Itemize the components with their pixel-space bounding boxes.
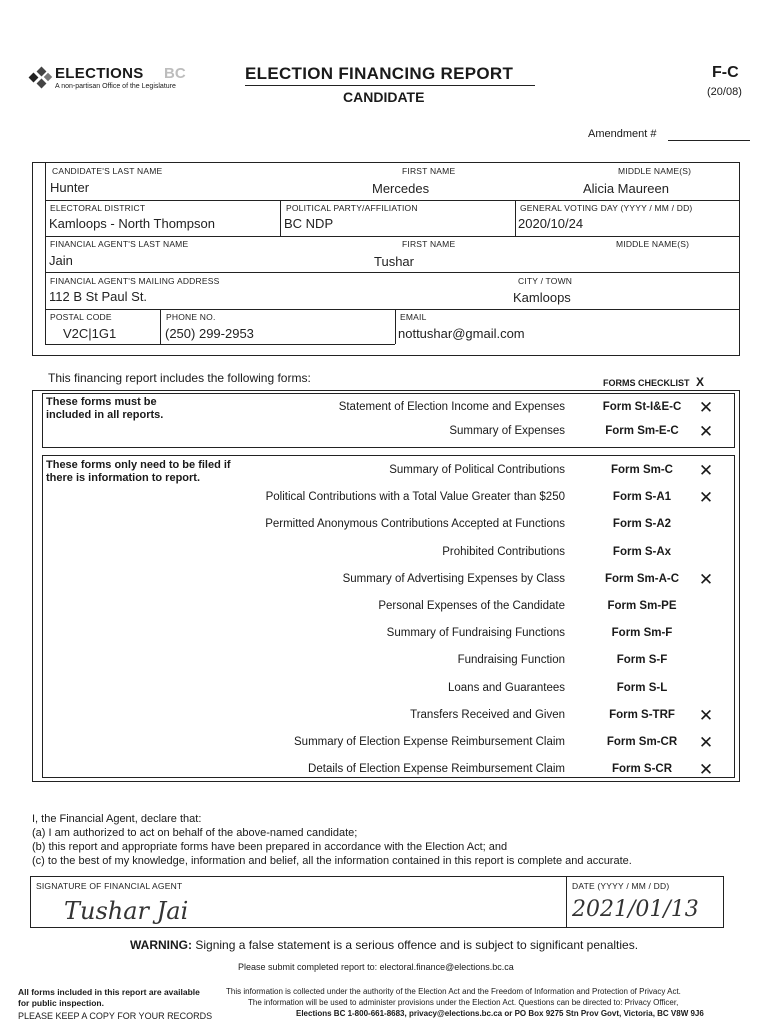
amendment-label: Amendment #: [588, 128, 657, 140]
form-code: Form Sm-CR: [606, 736, 678, 748]
agent-signature[interactable]: Tushar Jai: [64, 897, 189, 925]
required-note: These forms must be included in all reports.: [46, 396, 164, 421]
candidate-middle-name-label: MIDDLE NAME(S): [618, 166, 692, 176]
declaration-intro: I, the Financial Agent, declare that:: [32, 813, 202, 825]
agent-last-name-label: FINANCIAL AGENT'S LAST NAME: [50, 239, 189, 249]
candidate-last-name-label: CANDIDATE'S LAST NAME: [52, 166, 163, 176]
postal-code[interactable]: V2C|1G1: [63, 326, 117, 341]
form-checkbox[interactable]: ✕: [698, 461, 714, 480]
form-checkbox[interactable]: ✕: [698, 422, 714, 441]
report-title: ELECTION FINANCING REPORT: [245, 64, 514, 83]
form-description: Summary of Political Contributions: [389, 464, 565, 476]
col-rule: [395, 309, 396, 344]
candidate-last-name[interactable]: Hunter: [50, 180, 90, 195]
signature-date[interactable]: 2021/01/13: [572, 897, 699, 922]
optional-forms-panel: [42, 455, 735, 778]
postal-code-label: POSTAL CODE: [50, 312, 112, 322]
declaration-b: (b) this report and appropriate forms have been prepared in accordance with the Election Act; and: [32, 841, 508, 853]
email[interactable]: nottushar@gmail.com: [398, 326, 525, 341]
public-note-1: All forms included in this report are available: [18, 987, 200, 997]
form-description: Fundraising Function: [457, 654, 565, 666]
logo-suffix: BC: [164, 65, 186, 82]
row-rule: [45, 272, 740, 273]
form-checkbox[interactable]: ✕: [698, 398, 714, 417]
elections-bc-logo: [28, 64, 203, 94]
form-code: Form S-L: [616, 682, 668, 694]
agent-city-label: CITY / TOWN: [518, 276, 573, 286]
report-subtitle: CANDIDATE: [343, 89, 425, 105]
title-rule: [245, 85, 535, 86]
amendment-field[interactable]: [668, 140, 750, 141]
signature-label: SIGNATURE OF FINANCIAL AGENT: [36, 881, 183, 891]
form-checkbox[interactable]: ✕: [698, 570, 714, 589]
form-code: Form S-CR: [611, 763, 673, 775]
form-description: Political Contributions with a Total Value Greater than $250: [265, 491, 565, 503]
form-description: Transfers Received and Given: [410, 709, 565, 721]
submit-note: Please submit completed report to: electoral.finance@elections.bc.ca: [238, 962, 514, 972]
form-checkbox[interactable]: ✕: [698, 706, 714, 725]
agent-address[interactable]: 112 B St Paul St.: [49, 289, 148, 304]
form-description: Summary of Fundraising Functions: [386, 627, 565, 639]
agent-city[interactable]: Kamloops: [513, 290, 571, 305]
form-description: Details of Election Expense Reimbursement Claim: [308, 763, 565, 775]
form-description: Prohibited Contributions: [442, 546, 565, 558]
warning-label: WARNING:: [130, 938, 192, 952]
form-description: Summary of Expenses: [449, 425, 565, 437]
declaration-c: (c) to the best of my knowledge, information and belief, all the information contained in this report is complete and accurate.: [32, 855, 632, 867]
agent-address-label: FINANCIAL AGENT'S MAILING ADDRESS: [50, 276, 220, 286]
form-code: Form S-TRF: [609, 709, 675, 721]
electoral-district-label: ELECTORAL DISTRICT: [50, 203, 146, 213]
col-rule: [45, 162, 46, 344]
col-rule: [160, 309, 161, 344]
form-code: Form S-A2: [612, 518, 672, 530]
form-description: Loans and Guarantees: [447, 682, 565, 694]
form-code: Form Sm-PE: [607, 600, 677, 612]
forms-intro: This financing report includes the following forms:: [48, 371, 311, 385]
form-code: Form S-F: [616, 654, 668, 666]
form-checkbox[interactable]: ✕: [698, 733, 714, 752]
voting-day[interactable]: 2020/10/24: [518, 216, 584, 231]
checklist-mark: X: [695, 375, 704, 389]
date-label: DATE (YYYY / MM / DD): [572, 881, 670, 891]
checklist-header: [603, 373, 704, 391]
form-description: Statement of Election Income and Expenses: [338, 401, 565, 413]
declaration-a: (a) I am authorized to act on behalf of the above-named candidate;: [32, 827, 358, 839]
form-version: (20/08): [707, 86, 742, 98]
row-rule: [45, 200, 740, 201]
privacy-1: This information is collected under the authority of the Election Act and the Freedom of Information and Protection of Privacy Act.: [226, 987, 681, 996]
form-checkbox[interactable]: ✕: [698, 488, 714, 507]
electoral-district[interactable]: Kamloops - North Thompson: [49, 216, 215, 231]
party[interactable]: BC NDP: [284, 216, 334, 231]
logo-tagline: A non-partisan Office of the Legislature: [55, 83, 176, 90]
form-description: Summary of Advertising Expenses by Class: [342, 573, 565, 585]
form-description: Permitted Anonymous Contributions Accepted at Functions: [265, 518, 565, 530]
form-code: Form Sm-F: [611, 627, 673, 639]
form-code: Form St-I&E-C: [602, 401, 682, 413]
logo-word: ELECTIONS: [55, 65, 144, 82]
logo-mark-icon: [28, 66, 54, 90]
agent-first-name-label: FIRST NAME: [402, 239, 456, 249]
agent-first-name[interactable]: Tushar: [374, 254, 414, 269]
form-description: Summary of Election Expense Reimbursement Claim: [294, 736, 565, 748]
public-note-2: for public inspection.: [18, 998, 104, 1008]
col-rule: [515, 200, 516, 236]
form-description: Personal Expenses of the Candidate: [378, 600, 565, 612]
row-rule: [45, 309, 740, 310]
party-label: POLITICAL PARTY/AFFILIATION: [286, 203, 418, 213]
candidate-first-name-label: FIRST NAME: [402, 166, 456, 176]
optional-note: These forms only need to be filed if there is information to report.: [46, 459, 231, 484]
email-label: EMAIL: [400, 312, 427, 322]
form-code: Form Sm-C: [611, 464, 673, 476]
phone-label: PHONE NO.: [166, 312, 216, 322]
warning: [130, 938, 638, 952]
form-code: Form S-Ax: [612, 546, 672, 558]
row-rule: [45, 344, 395, 345]
signature-divider: [566, 876, 567, 928]
keep-copy-note: PLEASE KEEP A COPY FOR YOUR RECORDS: [18, 1011, 213, 1021]
form-code: Form Sm-A-C: [604, 573, 680, 585]
phone[interactable]: (250) 299-2953: [165, 326, 254, 341]
warning-text: Signing a false statement is a serious offence and is subject to significant penalties.: [195, 938, 639, 952]
row-rule: [45, 236, 740, 237]
candidate-middle-name[interactable]: Alicia Maureen: [583, 181, 669, 196]
col-rule: [280, 200, 281, 236]
privacy-2: The information will be used to administer provisions under the Election Act. Questions can be directed to: Privacy Officer,: [248, 998, 679, 1007]
voting-day-label: GENERAL VOTING DAY (YYYY / MM / DD): [520, 203, 693, 213]
privacy-3: Elections BC 1-800-661-8683, privacy@elections.bc.ca or PO Box 9275 Stn Prov Govt, Victoria, BC V8W 9J6: [296, 1009, 704, 1018]
form-code: Form S-A1: [612, 491, 672, 503]
candidate-first-name[interactable]: Mercedes: [372, 181, 430, 196]
agent-last-name[interactable]: Jain: [49, 253, 73, 268]
agent-middle-name-label: MIDDLE NAME(S): [616, 239, 690, 249]
form-checkbox[interactable]: ✕: [698, 760, 714, 779]
form-code: Form Sm-E-C: [605, 425, 679, 437]
form-code: F-C: [712, 64, 739, 81]
checklist-label: FORMS CHECKLIST: [603, 378, 690, 388]
